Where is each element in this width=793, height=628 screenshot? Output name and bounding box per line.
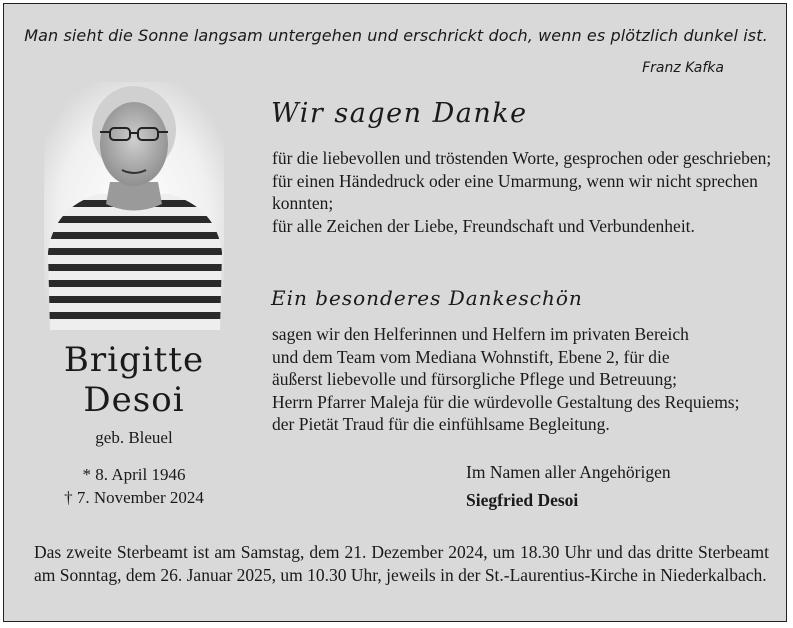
- quote-author: Franz Kafka: [642, 60, 724, 76]
- life-dates: [34, 463, 234, 509]
- thanks-heading: Wir sagen Danke: [271, 98, 528, 129]
- portrait-photo: [44, 82, 224, 330]
- signature-intro: Im Namen aller Angehörigen: [466, 462, 671, 482]
- special-thanks-line: der Pietät Traud für die einfühlsame Begleitung.: [272, 414, 610, 434]
- first-name: Brigitte: [63, 340, 205, 380]
- obituary-card: [3, 3, 787, 622]
- deceased-name: [34, 340, 234, 420]
- special-thanks-heading: Ein besonderes Dankeschön: [271, 286, 583, 310]
- thanks-line: für die liebevollen und tröstenden Worte, gesprochen oder geschrieben;: [272, 148, 772, 168]
- footer-notice: Das zweite Sterbeamt ist am Samstag, dem 21. Dezember 2024, um 18.30 Uhr und das dritte Sterbeamt am Sonntag, dem 26. Januar 2025, um 10.30 Uhr, jeweils in der St.-Laurentius-Kirche in Niederkalbach.: [34, 542, 769, 585]
- special-thanks-line: und dem Team vom Mediana Wohnstift, Ebene 2, für die: [272, 346, 670, 367]
- signature-name: Siegfried Desoi: [466, 490, 579, 510]
- thanks-paragraph: [272, 147, 772, 237]
- thanks-line: für alle Zeichen der Liebe, Freundschaft und Verbundenheit.: [272, 215, 695, 236]
- special-thanks-line: äußerst liebevolle und fürsorgliche Pflege und Betreuung;: [272, 369, 677, 389]
- birth-date: * 8. April 1946: [82, 465, 186, 484]
- death-date: † 7. November 2024: [64, 488, 204, 507]
- quote-text: Man sieht die Sonne langsam untergehen und erschrickt doch, wenn es plötzlich dunkel ist.: [24, 26, 768, 45]
- thanks-line: für einen Händedruck oder eine Umarmung, wenn wir nicht sprechen konnten;: [272, 170, 758, 213]
- special-thanks-line: Herrn Pfarrer Maleja für die würdevolle Gestaltung des Requiems;: [272, 391, 740, 412]
- last-name: Desoi: [83, 380, 185, 420]
- birth-name: geb. Bleuel: [95, 428, 173, 447]
- special-thanks-paragraph: [272, 323, 772, 436]
- special-thanks-line: sagen wir den Helferinnen und Helfern im privaten Bereich: [272, 324, 689, 344]
